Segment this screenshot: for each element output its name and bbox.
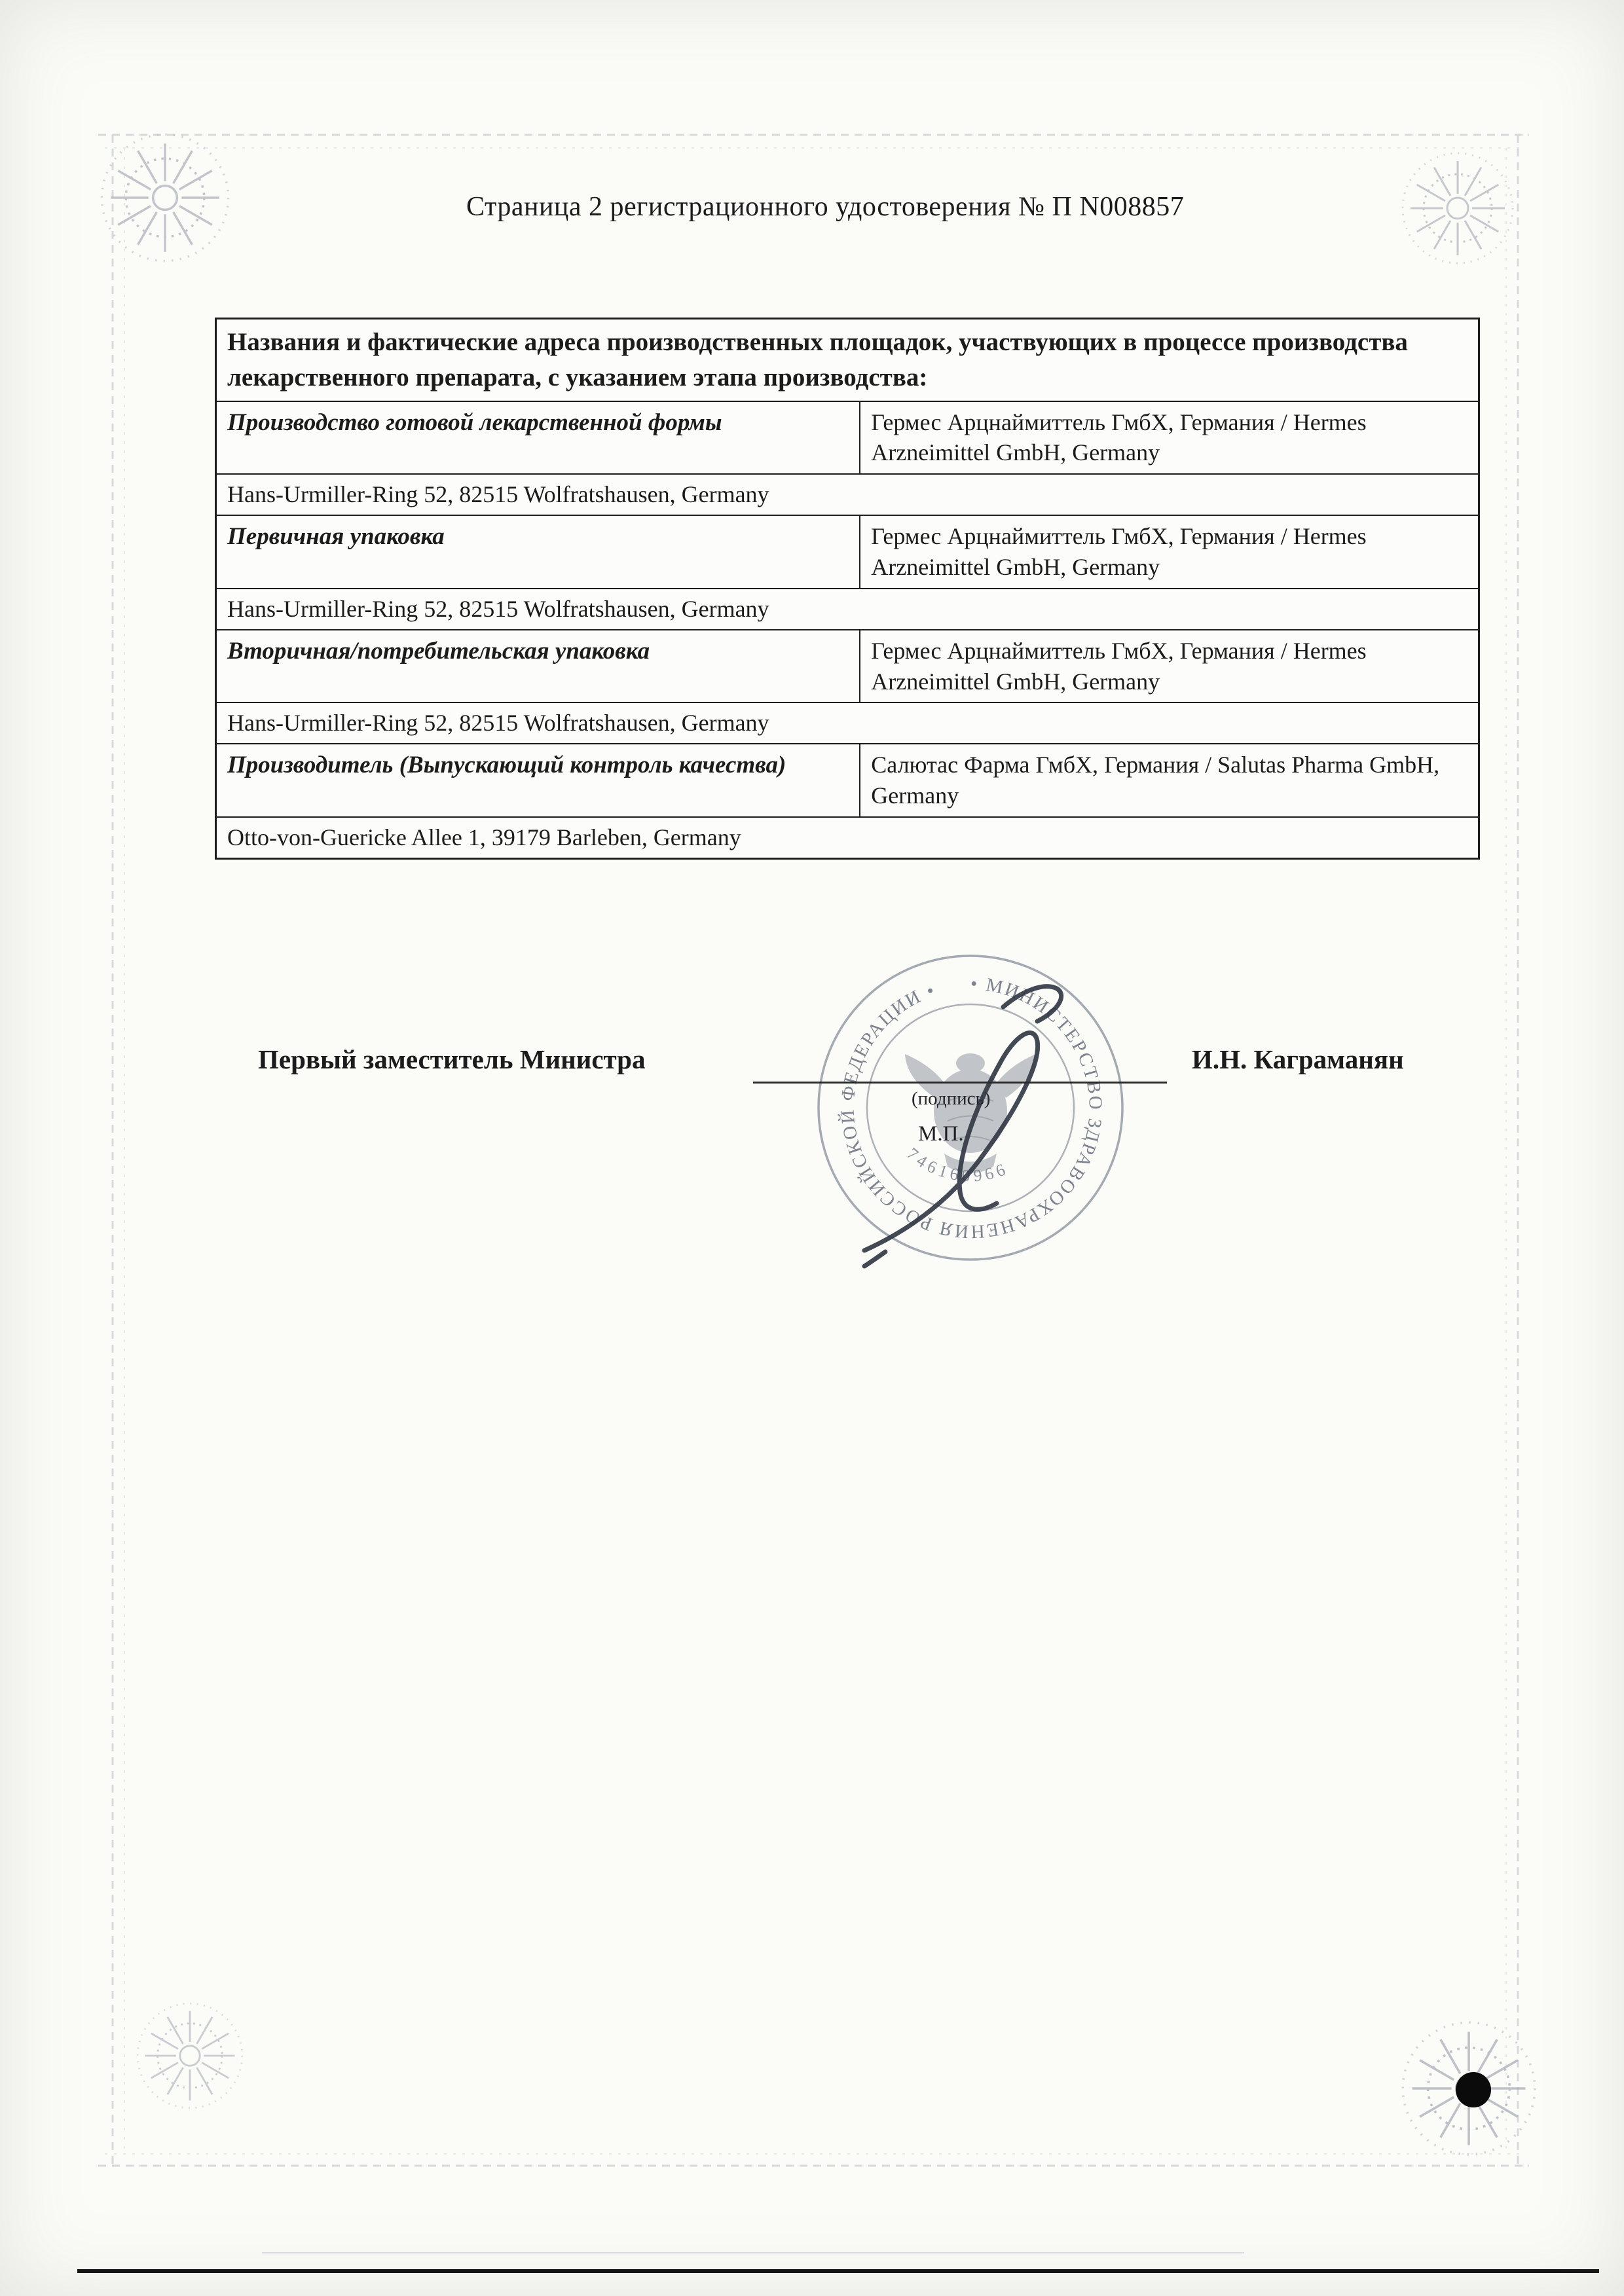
address-cell: Hans-Urmiller-Ring 52, 82515 Wolfratshausen, Germany: [216, 474, 1479, 515]
table-title-row: [216, 319, 1479, 401]
manufacturer-cell: Гермес Арцнаймиттель ГмбХ, Германия / Hermes Arzneimittel GmbH, Germany: [860, 401, 1479, 475]
bottom-right-ink-dot: [1456, 2072, 1491, 2107]
signature-caption: (подпись): [912, 1088, 991, 1109]
stage-cell: Вторичная/потребительская упаковка: [216, 630, 860, 703]
stamp-ring-text: • МИНИСТЕРСТВО ЗДРАВООХРАНЕНИЯ РОССИЙСКОЙ ФЕДЕРАЦИИ •: [837, 973, 1107, 1243]
table-title: Названия и фактические адреса производственных площадок, участвующих в процессе производства лекарственного препарата, с указанием этапа производства:: [216, 319, 1479, 401]
address-cell: Hans-Urmiller-Ring 52, 82515 Wolfratshausen, Germany: [216, 702, 1479, 744]
stage-cell: Первичная упаковка: [216, 515, 860, 589]
corner-rosette-bottom-right: [1403, 2022, 1535, 2155]
manufacturer-cell: Салютас Фарма ГмбХ, Германия / Salutas Pharma GmbH, Germany: [860, 744, 1479, 817]
table-address-row: [216, 474, 1479, 515]
table-row: [216, 630, 1479, 703]
corner-rosette-top-right: [1403, 153, 1513, 263]
corner-rosette-top-left: [101, 134, 228, 261]
corner-rosette-bottom-left: [138, 2003, 242, 2108]
table-row: [216, 401, 1479, 475]
address-cell: Otto-von-Guericke Allee 1, 39179 Barleben, Germany: [216, 817, 1479, 859]
table-address-row: [216, 589, 1479, 630]
manufacturer-cell: Гермес Арцнаймиттель ГмбХ, Германия / Hermes Arzneimittel GmbH, Germany: [860, 515, 1479, 589]
stage-cell: Производитель (Выпускающий контроль качества): [216, 744, 860, 817]
stamp-place-mark: М.П.: [918, 1122, 964, 1146]
bottom-page-rule: [77, 2269, 1599, 2273]
page-title: Страница 2 регистрационного удостоверения № П N008857: [466, 192, 1185, 222]
table-address-row: [216, 817, 1479, 859]
production-sites-table: [215, 318, 1480, 860]
stage-cell: Производство готовой лекарственной формы: [216, 401, 860, 475]
stamp-registration-number: 746160966: [903, 1144, 1012, 1186]
table-row: [216, 744, 1479, 817]
manufacturer-cell: Гермес Арцнаймиттель ГмбХ, Германия / Hermes Arzneimittel GmbH, Germany: [860, 630, 1479, 703]
signature-line: [753, 1082, 1167, 1084]
table-address-row: [216, 702, 1479, 744]
signer-name: И.Н. Каграманян: [1192, 1044, 1404, 1074]
signer-position-title: Первый заместитель Министра: [258, 1044, 646, 1074]
address-cell: Hans-Urmiller-Ring 52, 82515 Wolfratshausen, Germany: [216, 589, 1479, 630]
bottom-faint-rule: [262, 2252, 1244, 2253]
table-row: [216, 515, 1479, 589]
